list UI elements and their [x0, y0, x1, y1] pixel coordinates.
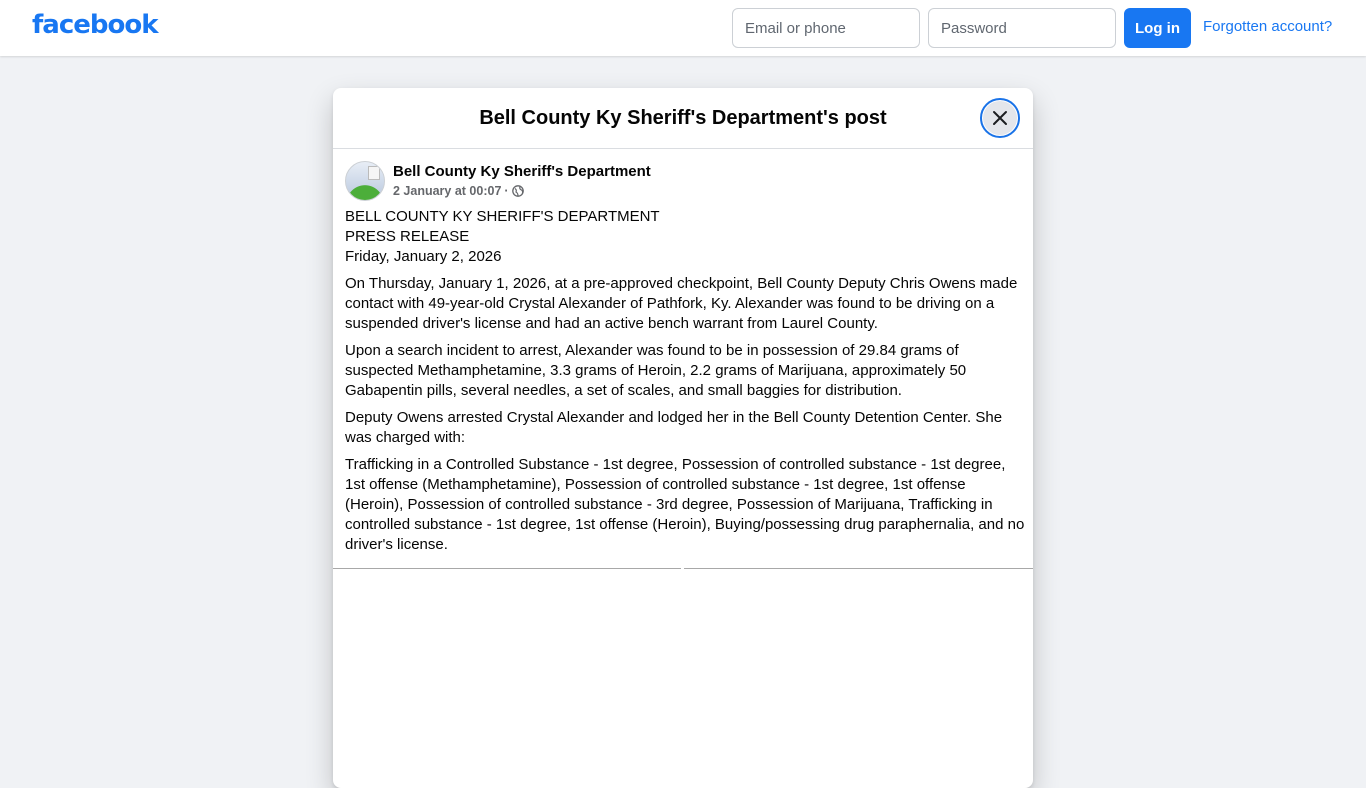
- globe-icon: [512, 185, 524, 197]
- post-author[interactable]: Bell County Ky Sheriff's Department: [393, 163, 651, 180]
- post-dialog: [333, 88, 1033, 788]
- page-avatar[interactable]: [345, 161, 385, 201]
- separator: ·: [504, 184, 509, 198]
- facebook-logo[interactable]: facebook: [32, 10, 158, 40]
- password-input[interactable]: [928, 8, 1116, 48]
- post-paragraph: Deputy Owens arrested Crystal Alexander and lodged her in the Bell County Detention Center. She was charged with:: [345, 409, 1003, 446]
- post-paragraph: Upon a search incident to arrest, Alexander was found to be in possession of 29.84 grams of suspected Methamphetamine, 3.3 grams of Heroin, 2.2 grams of Marijuana, approximately 50 Gabapentin pills, several needles, a set of scales, and small baggies for distribution.: [345, 342, 967, 399]
- post-timestamp[interactable]: 2 January at 00:07: [393, 184, 502, 198]
- top-navigation-bar: [0, 0, 1366, 56]
- close-button[interactable]: [980, 98, 1020, 138]
- forgotten-account-link[interactable]: Forgotten account?: [1203, 18, 1333, 35]
- post-timestamp-row: [393, 182, 651, 200]
- header-line: PRESS RELEASE: [345, 228, 470, 245]
- post-paragraph: Trafficking in a Controlled Substance - 1st degree, Possession of controlled substance - 1st degree, 1st offense (Methamphetamine), Possession of controlled substance - 1st degree, 1st offense (Heroin), Possession of controlled substance - 3rd degree, Possession of Marijuana, Trafficking in controlled substance - 1st degree, 1st offense (Heroin), Buying/possessing drug paraphernalia, and no driver's license.: [345, 456, 1025, 553]
- email-input[interactable]: [732, 8, 920, 48]
- press-release-header: [345, 207, 1025, 267]
- divider-gap: [681, 567, 684, 571]
- header-line: Friday, January 2, 2026: [345, 248, 502, 265]
- post-header: [345, 161, 651, 201]
- post-meta: [393, 162, 651, 200]
- login-button[interactable]: Log in: [1124, 8, 1191, 48]
- post-paragraph: On Thursday, January 1, 2026, at a pre-approved checkpoint, Bell County Deputy Chris Owens made contact with 49-year-old Crystal Alexander of Pathfork, Ky. Alexander was found to be driving on a suspended driver's license and had an active bench warrant from Laurel County.: [345, 275, 1018, 332]
- close-icon: [991, 109, 1009, 127]
- post-text: [345, 207, 1025, 562]
- header-line: BELL COUNTY KY SHERIFF'S DEPARTMENT: [345, 208, 660, 225]
- dialog-title: Bell County Ky Sheriff's Department's post: [479, 106, 887, 129]
- dialog-header: [333, 88, 1033, 149]
